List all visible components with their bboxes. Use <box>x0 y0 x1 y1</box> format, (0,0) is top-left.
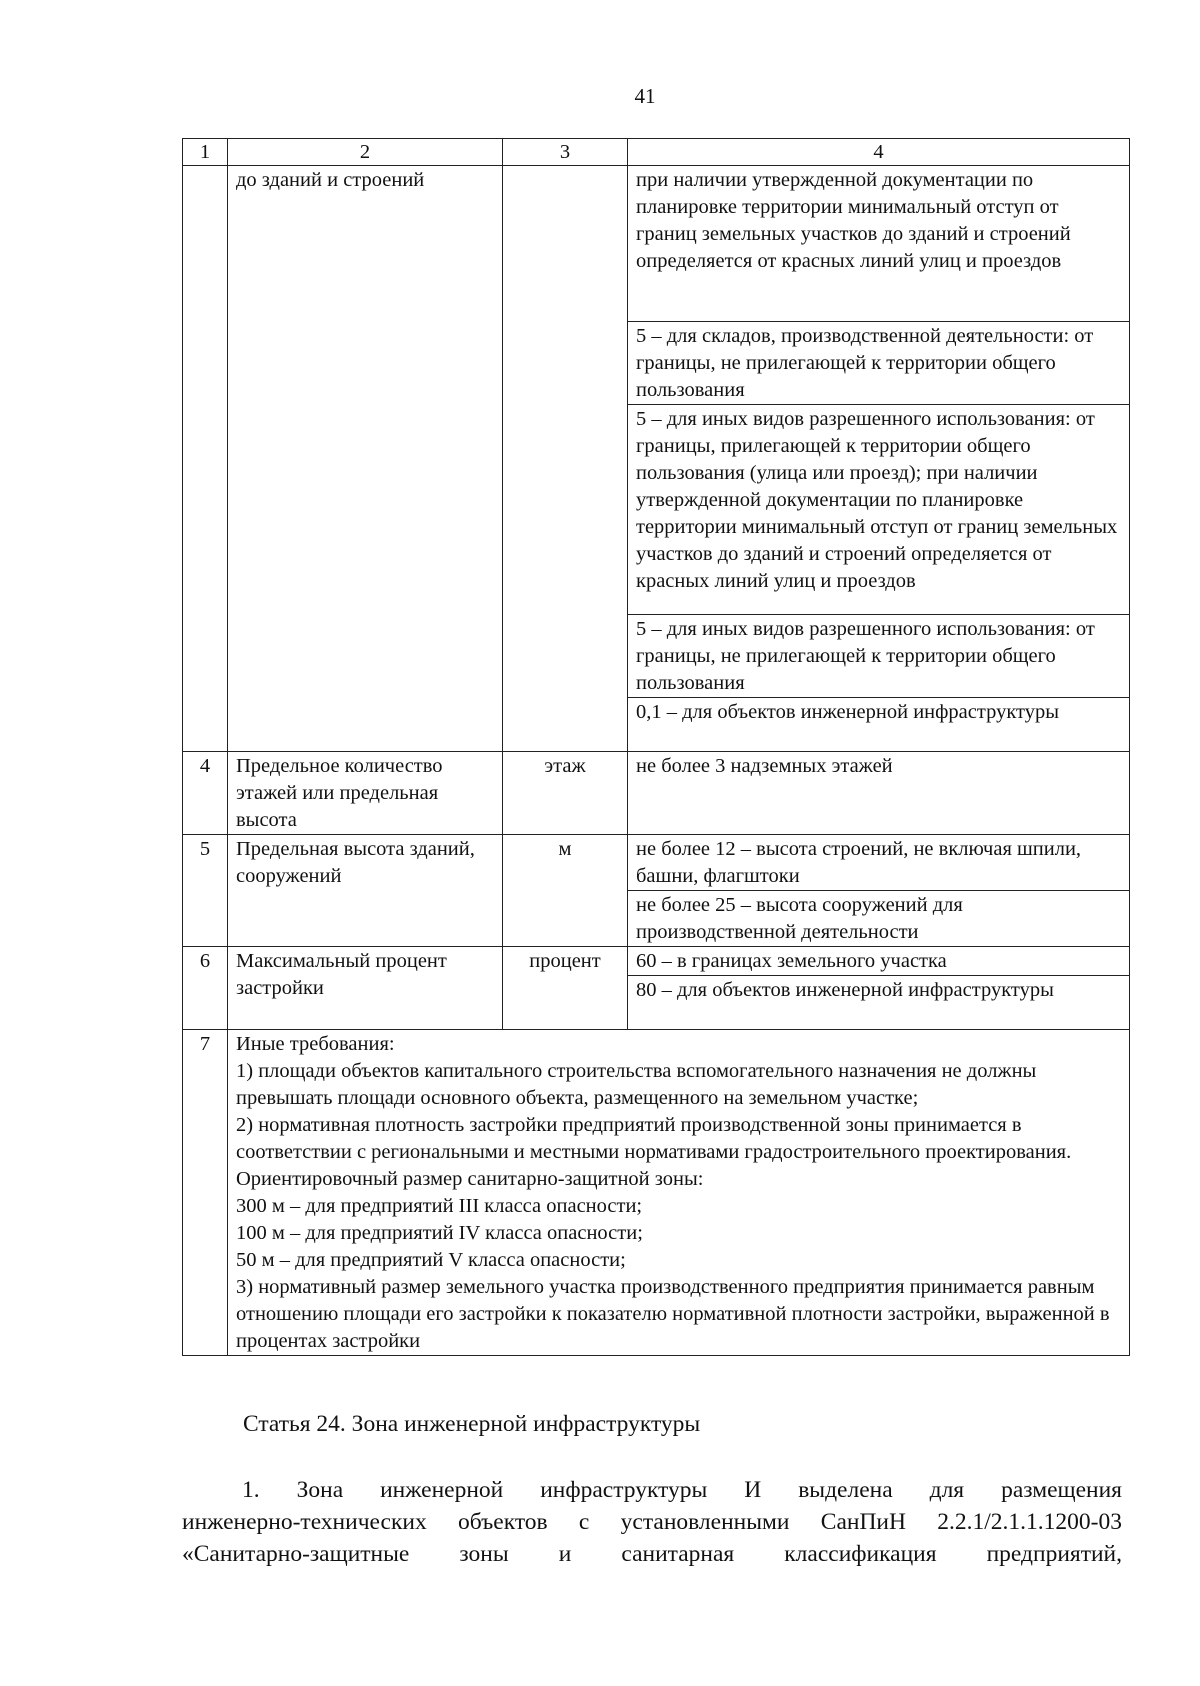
header-col-1: 1 <box>183 139 228 166</box>
table-row <box>183 752 1130 835</box>
row-value: не более 25 – высота сооружений для производственной деятельности <box>628 891 1130 947</box>
body-paragraph <box>182 1474 1122 1570</box>
row-unit: процент <box>503 947 628 1030</box>
requirements-table <box>182 138 1130 1356</box>
other-requirements-title: Иные требования: <box>236 1033 395 1055</box>
row-value: 80 – для объектов инженерной инфраструктуры <box>628 976 1130 1030</box>
table-row <box>183 835 1130 891</box>
section-title: Статья 24. Зона инженерной инфраструктуры <box>243 1411 701 1437</box>
header-col-4: 4 <box>628 139 1130 166</box>
paragraph-line: 1. Зона инженерной инфраструктуры И выделена для размещения <box>242 1477 1122 1503</box>
row-value: 5 – для иных видов разрешенного использования: от границы, не прилегающей к территории общего пользования <box>628 615 1130 698</box>
row-value: 5 – для иных видов разрешенного использования: от границы, прилегающей к территории общего пользования (улица или проезд); при наличии утвержденной документации по планировке территории минимальный отступ от границ земельных участков до зданий и строений определяется от красных линий улиц и проездов <box>628 405 1130 615</box>
other-requirements <box>228 1030 1130 1356</box>
requirement-line: 3) нормативный размер земельного участка производственного предприятия принимается равным отношению площади его застройки к показателю нормативной плотности застройки, выраженной в процентах застройки <box>236 1276 1110 1352</box>
table-row <box>183 947 1130 976</box>
row-number: 7 <box>183 1030 228 1356</box>
requirement-line: 300 м – для предприятий III класса опасности; <box>236 1195 643 1217</box>
table-header-row <box>183 139 1130 166</box>
table-row <box>183 166 1130 322</box>
requirement-line: 1) площади объектов капитального строительства вспомогательного назначения не должны превышать площади основного объекта, размещенного на земельном участке; <box>236 1060 1037 1109</box>
row-name: Предельное количество этажей или предельная высота <box>228 752 503 835</box>
row-value: при наличии утвержденной документации по планировке территории минимальный отступ от границ земельных участков до зданий и строений определяется от красных линий улиц и проездов <box>628 166 1130 322</box>
requirement-line: 50 м – для предприятий V класса опасности; <box>236 1249 626 1271</box>
row-unit: м <box>503 835 628 947</box>
row-value: 60 – в границах земельного участка <box>628 947 1130 976</box>
paragraph-line: инженерно-технических объектов с установленными СанПиН 2.2.1/2.1.1.1200-03 <box>182 1509 1122 1535</box>
row-number <box>183 166 228 752</box>
paragraph-line: «Санитарно-защитные зоны и санитарная классификация предприятий, <box>182 1541 1122 1567</box>
row-name: до зданий и строений <box>228 166 503 752</box>
row-name: Максимальный процент застройки <box>228 947 503 1030</box>
requirement-line: 100 м – для предприятий IV класса опасности; <box>236 1222 643 1244</box>
row-unit <box>503 166 628 752</box>
table-row <box>183 1030 1130 1356</box>
row-value: не более 3 надземных этажей <box>628 752 1130 835</box>
row-value: 5 – для складов, производственной деятельности: от границы, не прилегающей к территории общего пользования <box>628 322 1130 405</box>
header-col-3: 3 <box>503 139 628 166</box>
row-value: 0,1 – для объектов инженерной инфраструктуры <box>628 698 1130 752</box>
page-number: 41 <box>634 84 656 108</box>
requirement-line: 2) нормативная плотность застройки предприятий производственной зоны принимается в соответствии с региональными и местными нормативами градостроительного проектирования. Ориентировочный размер санитарно-защитной зоны: <box>236 1114 1072 1190</box>
header-col-2: 2 <box>228 139 503 166</box>
row-number: 5 <box>183 835 228 947</box>
row-number: 6 <box>183 947 228 1030</box>
row-unit: этаж <box>503 752 628 835</box>
row-number: 4 <box>183 752 228 835</box>
row-value: не более 12 – высота строений, не включая шпили, башни, флагштоки <box>628 835 1130 891</box>
row-name: Предельная высота зданий, сооружений <box>228 835 503 947</box>
